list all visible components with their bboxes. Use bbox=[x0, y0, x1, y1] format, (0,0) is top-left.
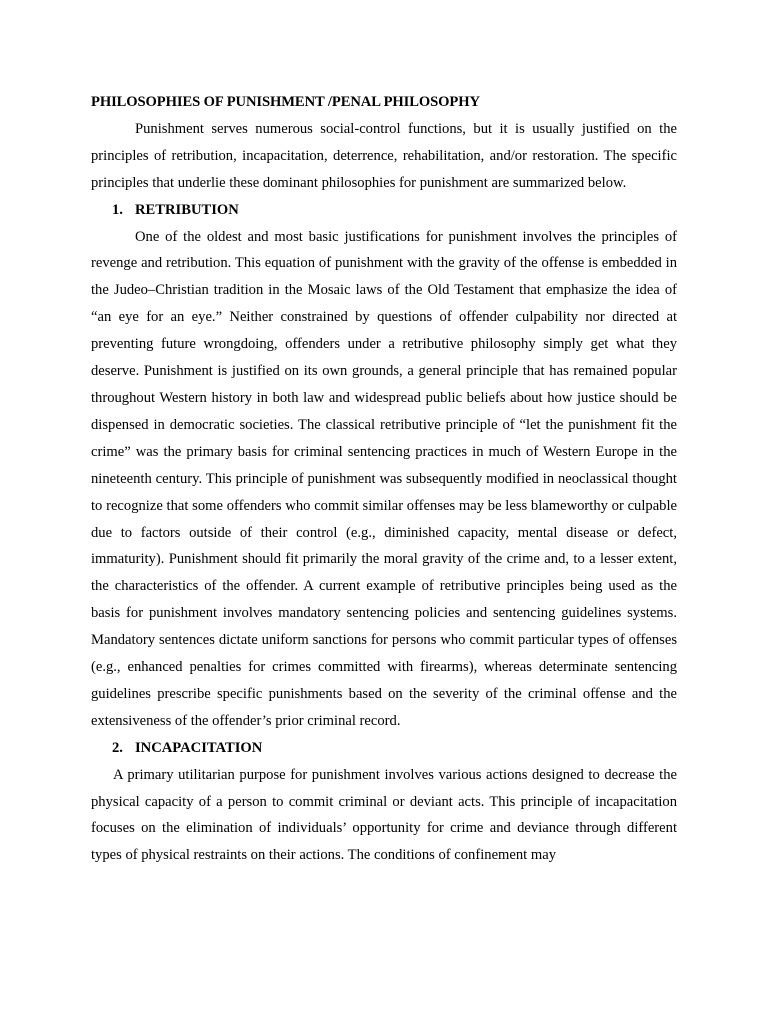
section-heading-retribution bbox=[91, 197, 677, 224]
document-page bbox=[91, 89, 677, 869]
section-title: INCAPACITATION bbox=[135, 739, 263, 756]
retribution-paragraph: One of the oldest and most basic justifications for punishment involves the principles of revenge and retribution. This equation of punishment with the gravity of the offense is embedded in the Judeo–Christian tradition in the Mosaic laws of the Old Testament that emphasize the idea of “an eye for an eye.” Neither constrained by questions of offender culpability nor directed at preventing future wrongdoing, offenders under a retributive philosophy simply get what they deserve. Punishment is justified on its own grounds, a general principle that has remained popular throughout Western history in both law and widespread public beliefs about how justice should be dispensed in democratic societies. The classical retributive principle of “let the punishment fit the crime” was the primary basis for criminal sentencing practices in much of Western Europe in the nineteenth century. This principle of punishment was subsequently modified in neoclassical thought to recognize that some offenders who commit similar offenses may be less blameworthy or culpable due to factors outside of their control (e.g., diminished capacity, mental disease or defect, immaturity). Punishment should fit primarily the moral gravity of the crime and, to a lesser extent, the characteristics of the offender. A current example of retributive principles being used as the basis for punishment involves mandatory sentencing policies and sentencing guidelines systems. Mandatory sentences dictate uniform sanctions for persons who commit particular types of offenses (e.g., enhanced penalties for crimes committed with firearms), whereas determinate sentencing guidelines prescribe specific punishments based on the severity of the criminal offense and the extensiveness of the offender’s prior criminal record. bbox=[91, 228, 677, 729]
incapacitation-paragraph: A primary utilitarian purpose for punishment involves various actions designed to decrease the physical capacity of a person to commit criminal or deviant acts. This principle of incapacitation focuses on the elimination of individuals’ opportunity for crime and deviance through different types of physical restraints on their actions. The conditions of confinement may bbox=[91, 766, 677, 864]
section-number: 2. bbox=[112, 739, 123, 756]
section-number: 1. bbox=[112, 201, 123, 218]
section-heading-incapacitation bbox=[91, 735, 677, 762]
intro-paragraph: Punishment serves numerous social-control functions, but it is usually justified on the principles of retribution, incapacitation, deterrence, rehabilitation, and/or restoration. The specific principles that underlie these dominant philosophies for punishment are summarized below. bbox=[91, 120, 677, 191]
document-title: PHILOSOPHIES OF PUNISHMENT /PENAL PHILOSOPHY bbox=[91, 94, 480, 110]
section-title: RETRIBUTION bbox=[135, 201, 239, 218]
